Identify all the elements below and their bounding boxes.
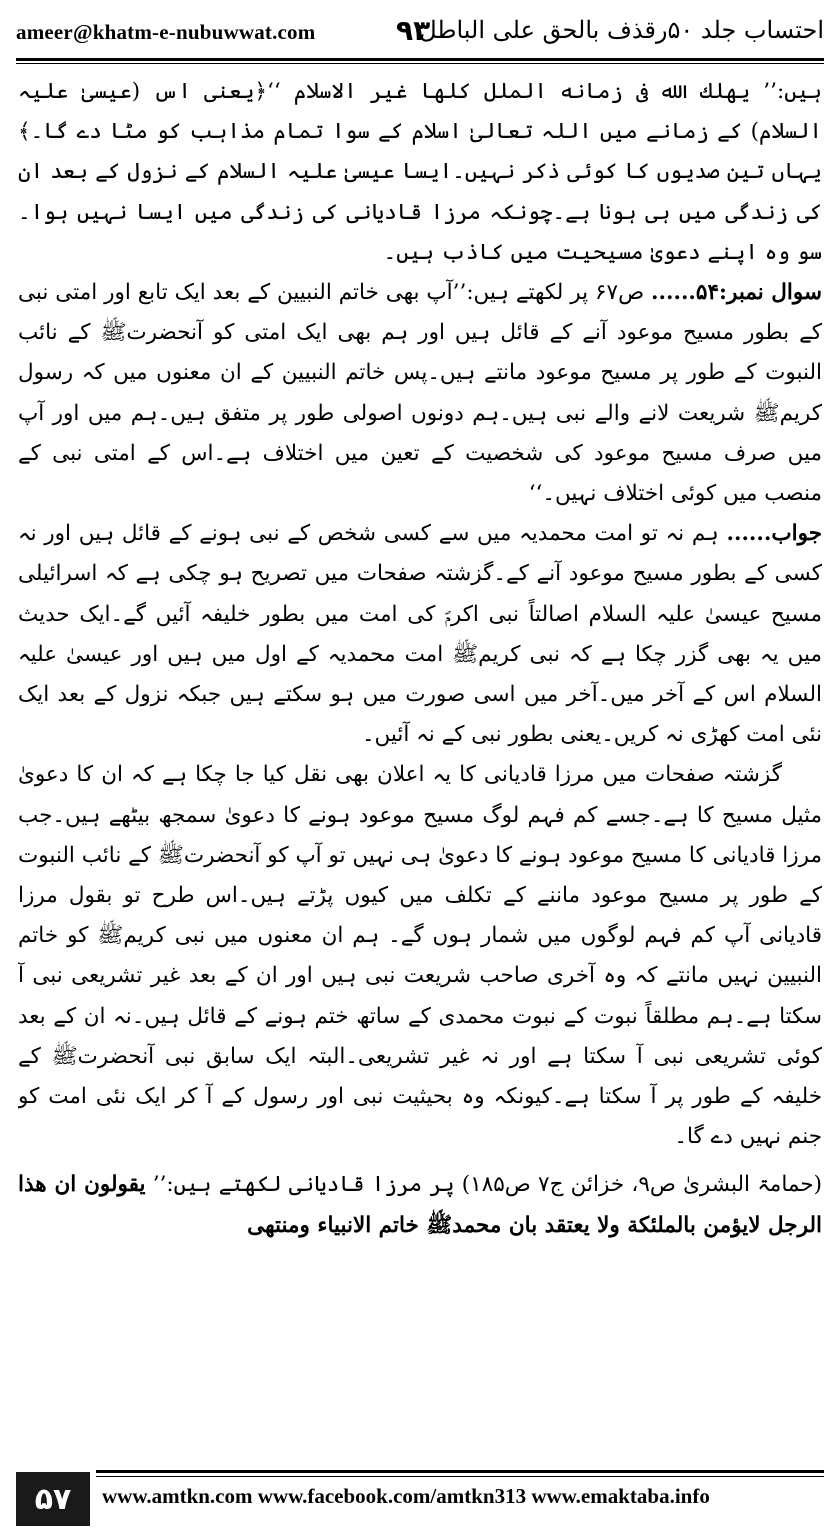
reference-citation: (حمامۃ البشریٰ ص۹، خزائن ج۷ ص۱۸۵) پر مرزا قادیانی لکھتے ہیں:’’ [152, 1172, 822, 1198]
question-text: ص۶۷ پر لکھتے ہیں:’’آپ بھی خاتم النبیین کے بعد ایک تابع اور امتی نبی کے بطور مسیح موعود آنے کے قائل ہیں اور ہم بھی ایک امتی کو آنحضرتﷺ کے نائب النبوت کے طور پر مسیح موعود مانتے ہیں۔پس خاتم النبیین کے ان معنوں میں کہ رسول کریمﷺ شریعت لانے والے نبی ہیں۔ہم دونوں اصولی طور پر متفق ہیں۔ہم میں اور آپ میں صرف مسیح موعود کی شخصیت کے تعین میں اختلاف ہے۔اس کے امتی نبی کے منصب میں کوئی اختلاف نہیں۔‘‘ [18, 280, 822, 507]
answer-paragraph [18, 514, 822, 755]
page-body [18, 72, 822, 1452]
paragraph-1: ہیں:’’ یھلك الله فی زمانه الملل کلھا غیر الاسلام ‘‘﴿یعنی اس (عیسیٰ علیہ السلام) کے زمانے میں اللہ تعالیٰ اسلام کے سوا تمام مذاہب کو مٹا دے گا۔﴾ یہاں تین صدیوں کا کوئی ذکر نہیں۔ایسا عیسیٰ علیہ السلام کے نزول کے بعد ان کی زندگی میں ہی ہونا ہے۔چونکہ مرزا قادیانی کی زندگی میں ایسا نہیں ہوا۔سو وہ اپنے دعویٰ مسیحیت میں کاذب ہیں۔ [18, 79, 822, 265]
header-email: ameer@khatm-e-nubuwwat.com [16, 20, 316, 44]
header-rule-thick [16, 58, 824, 61]
header-book-title: احتساب جلد ۵۰رقذف بالحق علی الباطل [419, 16, 824, 44]
footer-page-number: ۵۷ [16, 1472, 90, 1526]
page-header [16, 14, 824, 54]
footer-rule-thick [96, 1470, 824, 1473]
header-page-number: ۹۳ [396, 14, 431, 47]
paragraph-2: گزشتہ صفحات میں مرزا قادیانی کا یہ اعلان بھی نقل کیا جا چکا ہے کہ ان کا دعویٰ مثیل مسیح کا ہے۔جسے کم فہم لوگ مسیح موعود ہونے کا دعویٰ سمجھ بیٹھے ہیں۔جب مرزا قادیانی کا مسیح موعود ہونے کا دعویٰ ہی نہیں تو آپ کو آنحضرتﷺ کے نائب النبوت کے طور پر مسیح موعود ماننے کے تکلف میں کیوں پڑتے ہیں۔اس طرح تو بقول مرزا قادیانی آپ کم فہم لوگوں میں شمار ہوں گے۔ ہم ان معنوں میں نبی کریمﷺ کو خاتم النبیین نہیں مانتے کہ وہ آخری صاحب شریعت نبی ہیں اور ان کے بعد غیر تشریعی نبی آ سکتا ہے۔ہم مطلقاً نبوت کے نبوت محمدی کے ساتھ ختم ہونے کے قائل ہیں۔نہ ان کے بعد کوئی تشریعی نبی آ سکتا ہے اور نہ غیر تشریعی۔البتہ ایک سابق نبی آنحضرتﷺ کے خلیفہ کے طور پر آ سکتا ہے۔کیونکہ وہ بحیثیت نبی اور رسول کے آ کر ایک نئی امت کو جنم نہیں دے گا۔ [18, 762, 822, 1150]
question-label: سوال نمبر:۵۴...... [651, 280, 822, 306]
question-paragraph [18, 273, 822, 514]
answer-text: ہم نہ تو امت محمدیہ میں سے کسی شخص کے نبی ہونے کے قائل ہیں اور نہ کسی کے بطور مسیح موعود آنے کے۔گزشتہ صفحات میں تصریح ہو چکی ہے کہ اسرائیلی مسیح عیسیٰ علیہ السلام اصالتاً نبی اکرمؐ کی امت میں بطور خلیفہ آئیں گے۔ایک حدیث میں یہ بھی گزر چکا ہے کہ نبی کریمﷺ امت محمدیہ کے اول میں ہیں اور عیسیٰ علیہ السلام اس کے آخر میں۔آخر میں اسی صورت میں ہو سکتے ہیں جبکہ نزول کے بعد ایک نئی امت کھڑی نہ کریں۔یعنی بطور نبی کے نہ آئیں۔ [18, 521, 822, 748]
footer-rule-thin [96, 1476, 824, 1477]
answer-label: جواب...... [726, 521, 822, 547]
page-footer [16, 1464, 824, 1526]
header-rule-thin [16, 63, 824, 64]
arabic-quote: یقولون ان هذا الرجل لایؤمن بالملئکة ولا یعتقد بان محمدﷺ خاتم الانبیاء ومنتهی [18, 1172, 822, 1238]
footer-links: www.amtkn.com www.facebook.com/amtkn313 www.emaktaba.info [102, 1484, 710, 1508]
paragraph-spacer [18, 1157, 822, 1165]
paragraph-3 [18, 1165, 822, 1245]
